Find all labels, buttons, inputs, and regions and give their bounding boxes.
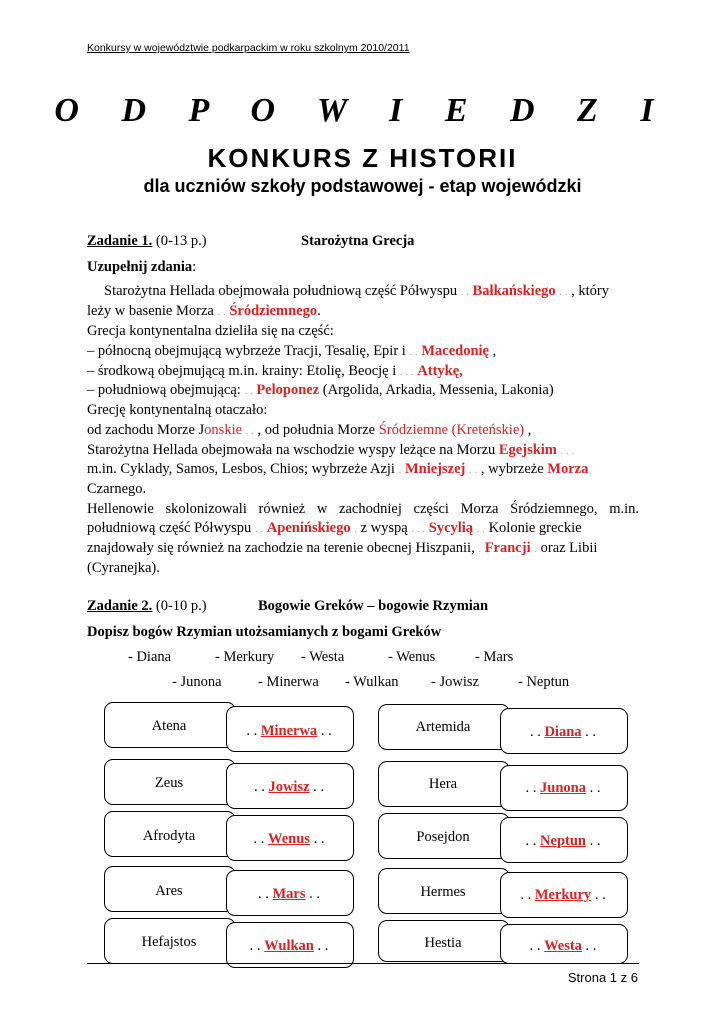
footer-divider: [87, 963, 639, 964]
roman-god-option: - Junona: [172, 674, 222, 690]
roman-god-answer: . . Wulkan . .: [249, 938, 329, 954]
main-title: O D P O W I E D Z I: [54, 92, 671, 129]
greek-god-name: Atena: [151, 718, 187, 734]
roman-god-answer: . . Merkury . .: [520, 887, 606, 903]
task1-line-5: – środkową obejmującą m.in. krainy: Etolię, Beocję i . . . Attykę,: [87, 363, 463, 379]
task1-line-3: Grecja kontynentalna dzieliła się na część:: [87, 323, 334, 339]
answer-jonskie: onskie: [204, 422, 243, 438]
task1-line-14: znajdowały się również na zachodzie na terenie obecnej Hiszpanii, . Francji . oraz Libii: [87, 540, 598, 556]
greek-god-name: Posejdon: [416, 829, 470, 845]
greek-god-name: Ares: [155, 883, 183, 899]
task1-line-15: (Cyranejka).: [87, 560, 160, 576]
task1-line-7: Grecję kontynentalną otaczało:: [87, 402, 268, 418]
task1-heading: [87, 233, 207, 250]
task1-line-8: od zachodu Morze Jonskie . . , od południa Morze Śródziemne (Kreteńskie) ,: [87, 422, 532, 438]
task1-line-10: m.in. Cyklady, Samos, Lesbos, Chios; wybrzeże Azji . Mniejszej . . , wybrzeże Morza: [87, 461, 589, 477]
answer-balkanskiego: Bałkańskiego: [472, 283, 556, 299]
answer-egejskim: Egejskim: [498, 442, 557, 458]
answer-morza: Morza: [547, 461, 589, 477]
task1-line-13: południową część Półwyspu . . Apenińskiego . z wyspą . . . Sycylią . . Kolonie greckie: [87, 520, 582, 536]
task1-topic: Starożytna Grecja: [301, 233, 415, 249]
answer-srodziemnego: Śródziemnego: [229, 303, 318, 319]
answer-sycylia: Sycylią: [428, 520, 474, 536]
greek-god-name: Hefajstos: [141, 934, 197, 950]
answer-francji: Francji: [484, 540, 531, 556]
task1-line-9: Starożytna Hellada obejmowała na wschodzie wyspy leżące na Morzu Egejskim . . .: [87, 442, 575, 458]
task1-instruction: Uzupełnij zdania:: [87, 259, 197, 275]
greek-god-name: Afrodyta: [142, 828, 196, 844]
task1-line-12: Hellenowie skolonizowali również w zachodniej części Morza Śródziemnego, m.in.: [87, 501, 639, 517]
task2-label: Zadanie 2.: [87, 598, 153, 614]
roman-god-answer: . . Diana . .: [529, 724, 597, 740]
answer-apeninskiego: Apenińskiego: [266, 520, 351, 536]
task1-line-1: Starożytna Hellada obejmowała południową część Półwyspu . . Bałkańskiego . . , który: [104, 283, 609, 299]
roman-god-option: - Wenus: [388, 649, 436, 665]
roman-god-answer: . . Westa . .: [529, 938, 597, 954]
task2-instruction: Dopisz bogów Rzymian utożsamianych z bogami Greków: [87, 624, 442, 640]
greek-god-name: Hestia: [424, 935, 462, 951]
task1-line-11: Czarnego.: [87, 481, 147, 497]
roman-god-option: - Diana: [128, 649, 172, 665]
greek-god-name: Zeus: [154, 775, 184, 791]
task1-label: Zadanie 1.: [87, 233, 153, 249]
task1-points: (0-13 p.): [152, 233, 207, 249]
roman-god-answer: . . Minerwa . .: [246, 723, 332, 739]
roman-god-option: - Merkury: [215, 649, 275, 665]
greek-god-name: Hera: [428, 776, 458, 792]
answer-srodziemne-kretenskie: Śródziemne (Kreteńskie): [378, 422, 525, 438]
roman-god-option: - Mars: [475, 649, 514, 665]
roman-god-answer: . . Wenus . .: [253, 831, 325, 847]
task1-line-6: – południową obejmującą: . . Peloponez (Argolida, Arkadia, Messenia, Lakonia): [87, 382, 554, 398]
task2-topic: Bogowie Greków – bogowie Rzymian: [258, 598, 489, 614]
contest-subtitle: dla uczniów szkoły podstawowej - etap wojewódzki: [143, 176, 582, 196]
roman-god-option: - Minerwa: [258, 674, 319, 690]
answer-macedonie: Macedonię: [421, 343, 489, 359]
page-header: Konkursy w województwie podkarpackim w roku szkolnym 2010/2011: [87, 42, 410, 54]
roman-god-option: - Westa: [301, 649, 345, 665]
greek-god-name: Artemida: [415, 719, 471, 735]
roman-god-option: - Jowisz: [431, 674, 479, 690]
task2-points: (0-10 p.): [152, 598, 207, 614]
contest-title: KONKURS Z HISTORII: [207, 143, 518, 173]
roman-god-answer: . . Mars . .: [257, 886, 320, 902]
answer-mniejszej: Mniejszej: [404, 461, 466, 477]
roman-god-option: - Neptun: [518, 674, 570, 690]
greek-god-name: Hermes: [420, 884, 466, 900]
task1-line-2: leży w basenie Morza . . Śródziemnego.: [87, 303, 321, 319]
page-number: Strona 1 z 6: [567, 970, 638, 985]
roman-god-option: - Wulkan: [345, 674, 399, 690]
roman-god-answer: . . Jowisz . .: [253, 779, 325, 795]
answer-peloponez: Peloponez: [256, 382, 320, 398]
task2-heading: [87, 598, 207, 615]
answer-attyke: Attykę,: [417, 363, 463, 379]
roman-god-answer: . . Neptun . .: [525, 833, 601, 849]
roman-god-answer: . . Junona . .: [525, 780, 601, 796]
task1-line-4: – północną obejmującą wybrzeże Tracji, Tesalię, Epir i . . Macedonię ,: [87, 343, 497, 359]
